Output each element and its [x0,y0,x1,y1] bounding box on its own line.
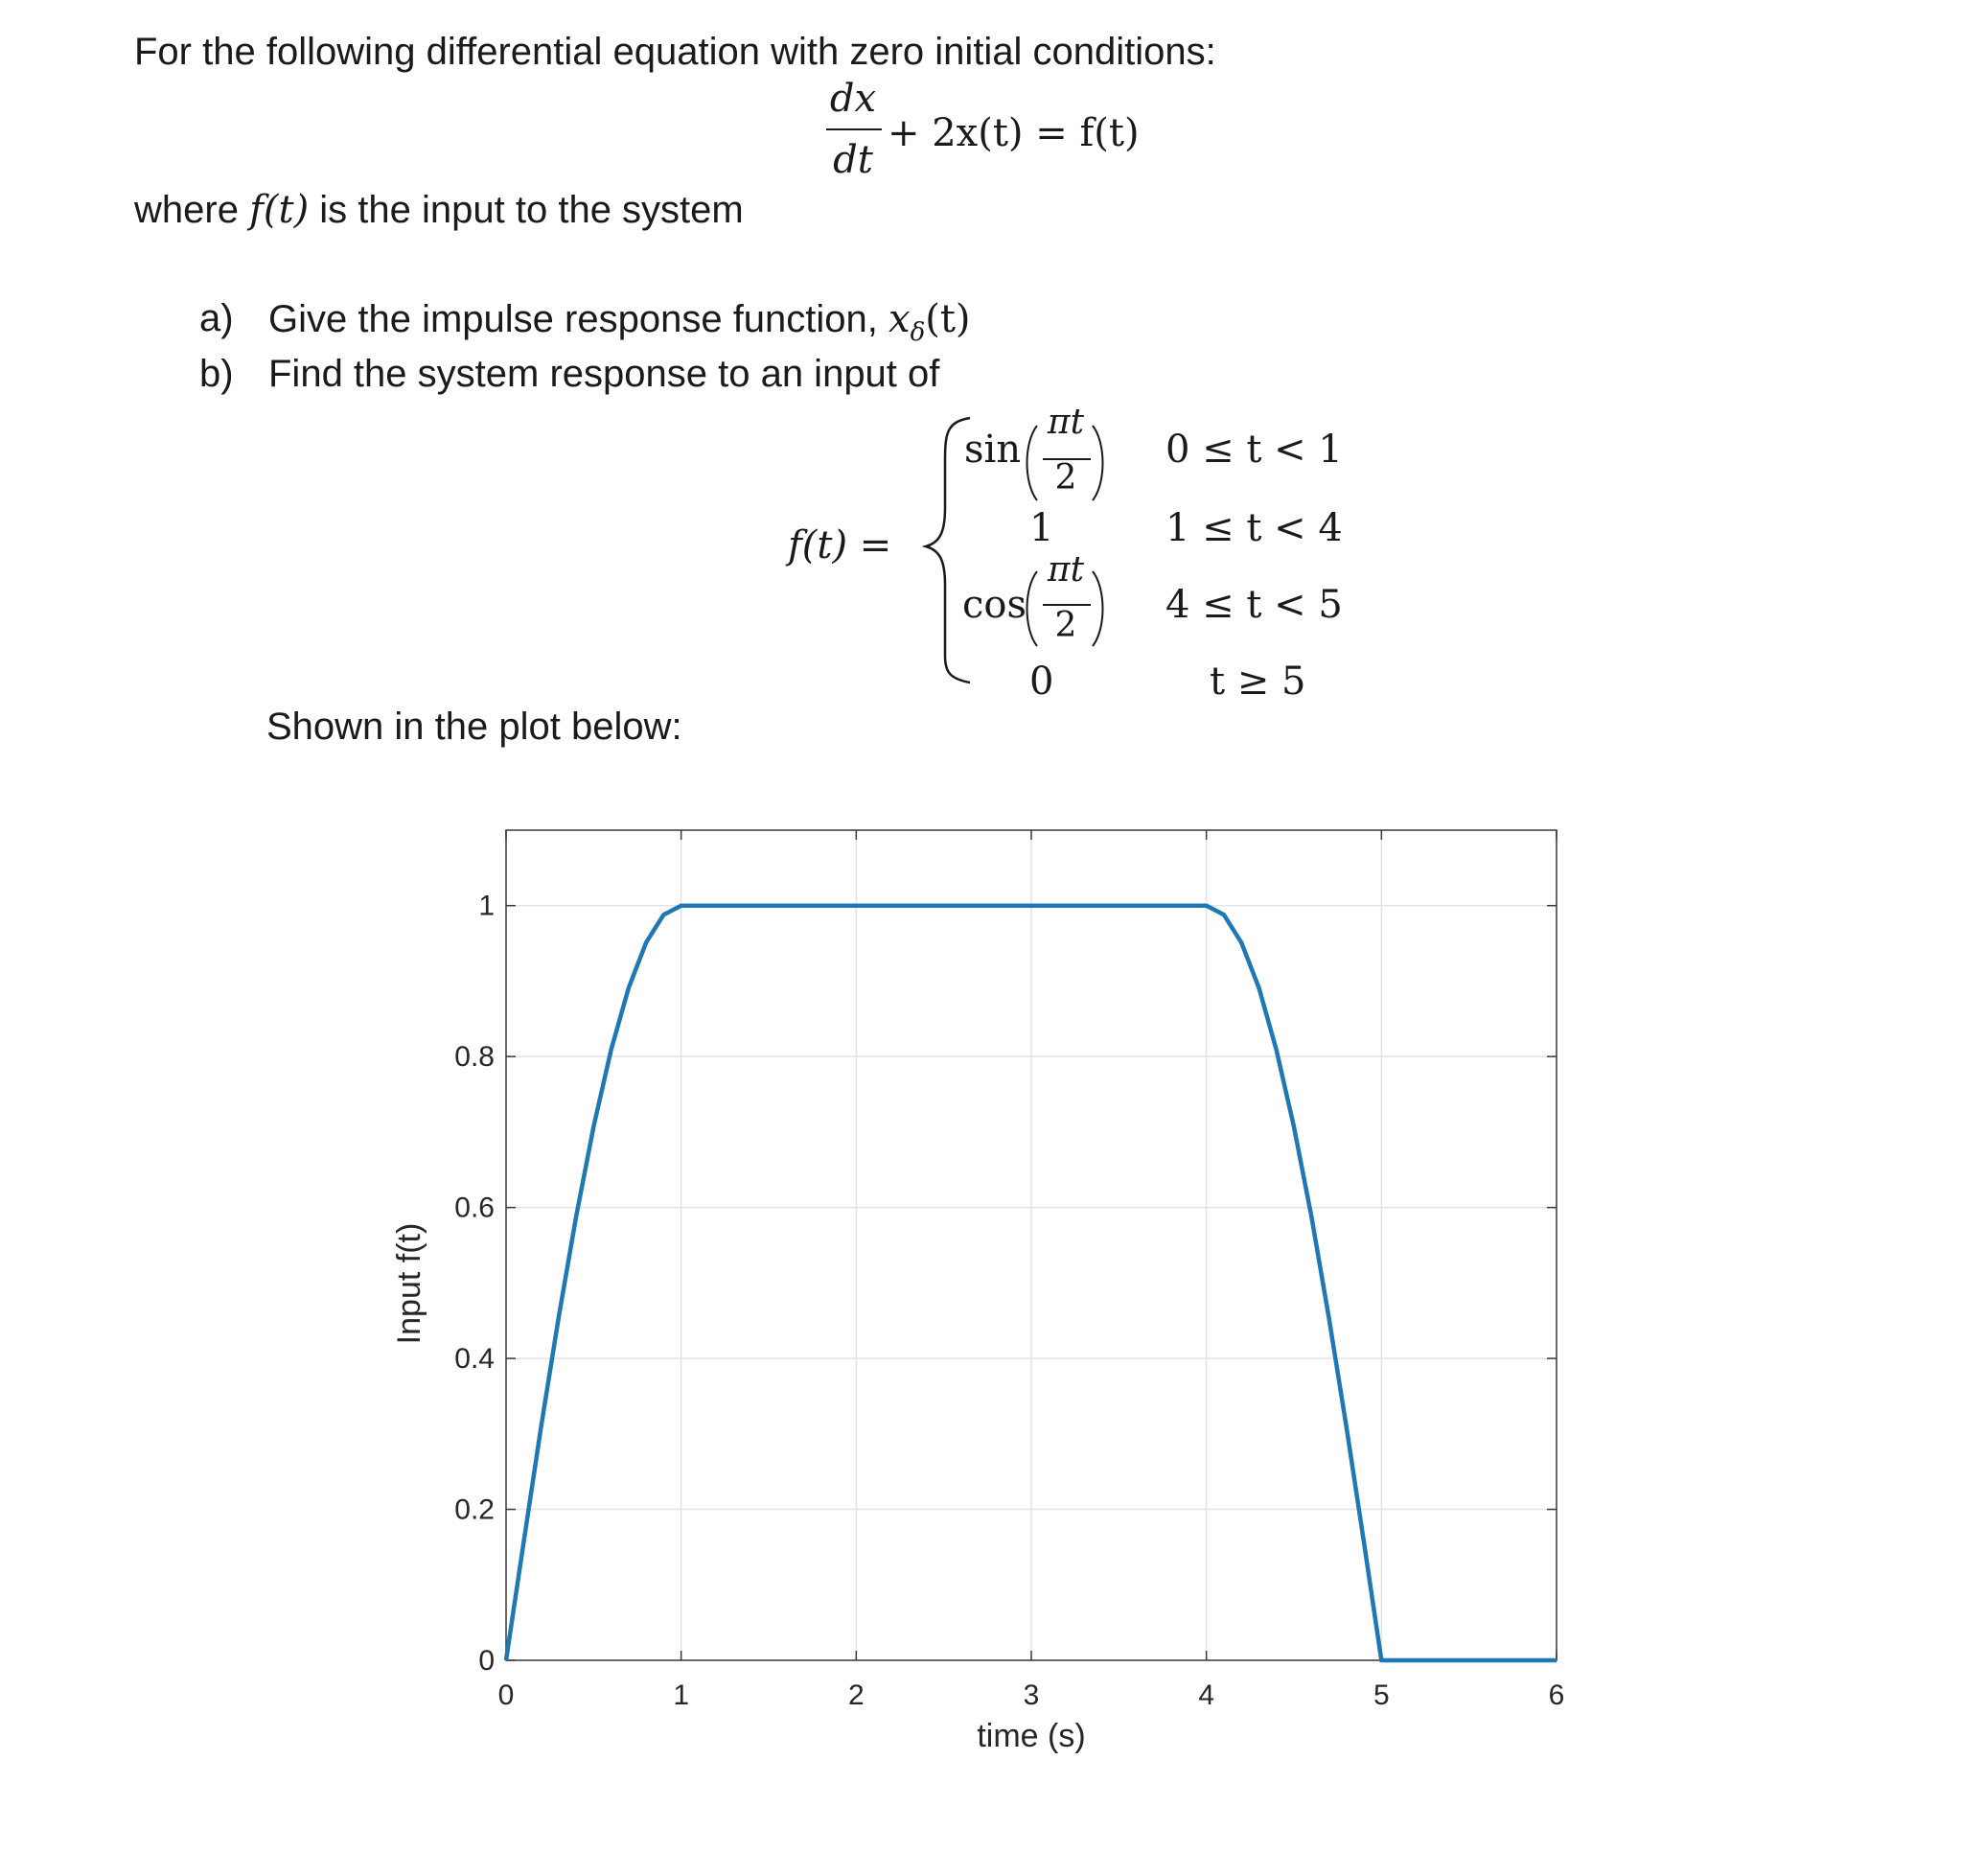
y-tick-label: 0.2 [454,1494,495,1526]
y-tick-label: 0.8 [454,1041,495,1074]
case-1-num: πt [1047,403,1085,442]
shown-text: Shown in the plot below: [266,706,682,748]
part-a-sub: δ [910,318,926,347]
part-a-x: x [888,297,911,341]
case-4-func: 0 [1029,660,1054,704]
case-1-func: sin [964,428,1022,472]
part-a-label: a) [199,297,234,339]
part-b-label: b) [199,353,234,395]
part-b-text: Find the system response to an input of [268,353,940,395]
x-tick-label: 3 [1023,1679,1040,1711]
intro-text: For the following differential equation with zero initial conditions: [134,31,1216,73]
y-tick-label: 0 [478,1645,495,1677]
where-ft: f(t) [249,188,310,232]
y-axis-label: Input f(t) [391,1222,427,1345]
case-3-cond: 4 ≤ t < 5 [1165,583,1343,627]
case-3-func: cos [962,583,1027,627]
x-tick-label: 6 [1548,1679,1565,1711]
y-tick-label: 1 [478,890,495,922]
y-tick-label: 0.6 [454,1192,495,1224]
chart-grid [506,830,1557,1660]
piecewise-lhs: f(t) = [788,523,892,567]
equation-rest: + 2x(t) = f(t) [888,111,1140,155]
chart-labels [391,891,1564,1754]
x-axis-label: time (s) [977,1718,1086,1754]
x-tick-label: 2 [847,1679,865,1711]
case-2-cond: 1 ≤ t < 4 [1165,506,1343,550]
case-3-num: πt [1047,550,1085,590]
case-1-den: 2 [1054,458,1077,498]
y-tick-label: 0.4 [454,1343,495,1376]
case-3-den: 2 [1054,606,1077,645]
x-tick-label: 5 [1373,1679,1390,1711]
part-a-text: Give the impulse response function, [268,298,878,340]
where-suffix: is the input to the system [319,189,744,231]
part-a-t: (t) [925,297,971,341]
equation-denominator: dt [833,138,873,182]
x-tick-label: 4 [1198,1679,1215,1711]
case-2-func: 1 [1029,506,1054,550]
x-tick-label: 1 [673,1679,690,1711]
case-1-cond: 0 ≤ t < 1 [1165,428,1343,472]
equation-numerator: dx [829,77,877,121]
x-tick-label: 0 [497,1679,515,1711]
where-prefix: where [134,189,239,231]
case-4-cond: t ≥ 5 [1210,660,1306,704]
